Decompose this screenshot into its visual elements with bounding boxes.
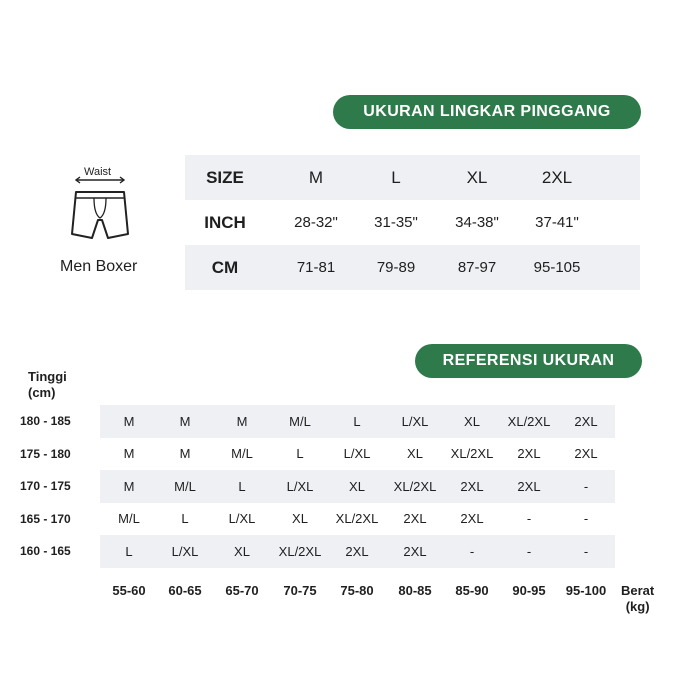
reference-size-cell: 2XL	[460, 478, 484, 494]
reference-size-cell: XL	[292, 511, 308, 527]
reference-size-cell: XL	[234, 543, 250, 559]
reference-size-cell: L	[125, 543, 133, 559]
reference-row	[20, 470, 615, 503]
reference-size-cell: 2XL	[403, 511, 427, 527]
reference-size-cell: L/XL	[401, 413, 429, 429]
inch-cell: 31-35"	[374, 214, 418, 231]
reference-row	[20, 503, 615, 536]
weight-range-label: 70-75	[283, 583, 317, 598]
cm-row	[185, 245, 640, 290]
size-cell: XL	[466, 167, 488, 187]
cm-cell: 71-81	[296, 259, 336, 276]
weight-axis	[100, 583, 615, 603]
weight-axis-label	[621, 583, 654, 615]
reference-size-cell: L	[296, 446, 304, 462]
reference-size-cell: XL/2XL	[507, 413, 551, 429]
reference-size-cell: L	[238, 478, 246, 494]
reference-size-cell: M	[236, 413, 248, 429]
height-range-label: 180 - 185	[20, 414, 71, 429]
reference-size-cell: 2XL	[403, 543, 427, 559]
cm-cell: 87-97	[457, 259, 497, 276]
weight-range-label: 60-65	[168, 583, 202, 598]
reference-size-cell: L/XL	[286, 478, 314, 494]
height-axis-label	[28, 369, 67, 401]
row-header: INCH	[204, 212, 246, 232]
reference-size-cell: 2XL	[574, 413, 598, 429]
weight-range-label: 80-85	[398, 583, 432, 598]
waist-size-table	[185, 155, 640, 290]
reference-size-cell: XL/2XL	[393, 478, 437, 494]
waist-size-title: UKURAN LINGKAR PINGGANG	[333, 95, 641, 129]
inch-row	[185, 200, 640, 245]
size-reference-title: REFERENSI UKURAN	[415, 344, 642, 378]
size-cell: M	[308, 167, 324, 187]
reference-size-cell: XL	[407, 446, 423, 462]
inch-cell: 34-38"	[455, 214, 499, 231]
reference-size-cell: 2XL	[517, 446, 541, 462]
reference-row	[20, 438, 615, 471]
weight-range-label: 65-70	[225, 583, 259, 598]
reference-size-cell: XL/2XL	[335, 511, 379, 527]
reference-size-cell: XL	[349, 478, 365, 494]
weight-range-label: 90-95	[512, 583, 546, 598]
reference-row	[20, 535, 615, 568]
size-cell: L	[391, 167, 401, 187]
boxer-icon	[66, 176, 136, 246]
reference-size-cell: L	[353, 413, 361, 429]
weight-axis-label-line2: (kg)	[625, 599, 650, 614]
reference-size-cell: 2XL	[345, 543, 369, 559]
size-reference-table	[20, 405, 615, 568]
cm-cell: 95-105	[533, 259, 581, 276]
size-cell: 2XL	[541, 167, 573, 187]
inch-cell: 28-32"	[294, 214, 338, 231]
weight-range-label: 75-80	[340, 583, 374, 598]
reference-size-cell: M/L	[231, 446, 253, 462]
reference-size-cell: -	[583, 511, 589, 527]
size-row	[185, 155, 640, 200]
reference-size-cell: XL/2XL	[278, 543, 322, 559]
reference-size-cell: L/XL	[343, 446, 371, 462]
weight-range-label: 55-60	[112, 583, 146, 598]
weight-axis-label-line1: Berat	[621, 583, 655, 598]
weight-range-label: 85-90	[455, 583, 489, 598]
reference-size-cell: -	[583, 478, 589, 494]
reference-size-cell: -	[526, 543, 532, 559]
reference-size-cell: M/L	[289, 413, 311, 429]
reference-size-cell: M/L	[174, 478, 196, 494]
reference-size-cell: -	[583, 543, 589, 559]
reference-row	[20, 405, 615, 438]
weight-range-label: 95-100	[565, 583, 607, 598]
reference-size-cell: L/XL	[228, 511, 256, 527]
reference-size-cell: M	[123, 478, 135, 494]
reference-size-cell: L	[181, 511, 189, 527]
reference-size-cell: M	[179, 413, 191, 429]
height-range-label: 170 - 175	[20, 479, 71, 494]
height-range-label: 165 - 170	[20, 511, 71, 526]
reference-size-cell: M	[123, 413, 135, 429]
reference-size-cell: XL	[464, 413, 480, 429]
reference-size-cell: -	[469, 543, 475, 559]
row-header: SIZE	[206, 167, 244, 187]
reference-size-cell: 2XL	[574, 446, 598, 462]
reference-size-cell: 2XL	[517, 478, 541, 494]
height-range-label: 160 - 165	[20, 544, 71, 559]
height-axis-label-line1: Tinggi	[28, 369, 67, 384]
reference-size-cell: M	[179, 446, 191, 462]
reference-size-cell: M	[123, 446, 135, 462]
row-header: CM	[211, 257, 239, 277]
cm-cell: 79-89	[376, 259, 416, 276]
reference-size-cell: M/L	[118, 511, 140, 527]
reference-size-cell: L/XL	[171, 543, 199, 559]
reference-size-cell: -	[526, 511, 532, 527]
waist-label: Waist	[84, 166, 112, 178]
height-range-label: 175 - 180	[20, 446, 71, 461]
reference-size-cell: XL/2XL	[450, 446, 494, 462]
product-label: Men Boxer	[60, 258, 138, 275]
height-axis-label-line2: (cm)	[28, 385, 56, 400]
reference-size-cell: 2XL	[460, 511, 484, 527]
inch-cell: 37-41"	[535, 214, 579, 231]
